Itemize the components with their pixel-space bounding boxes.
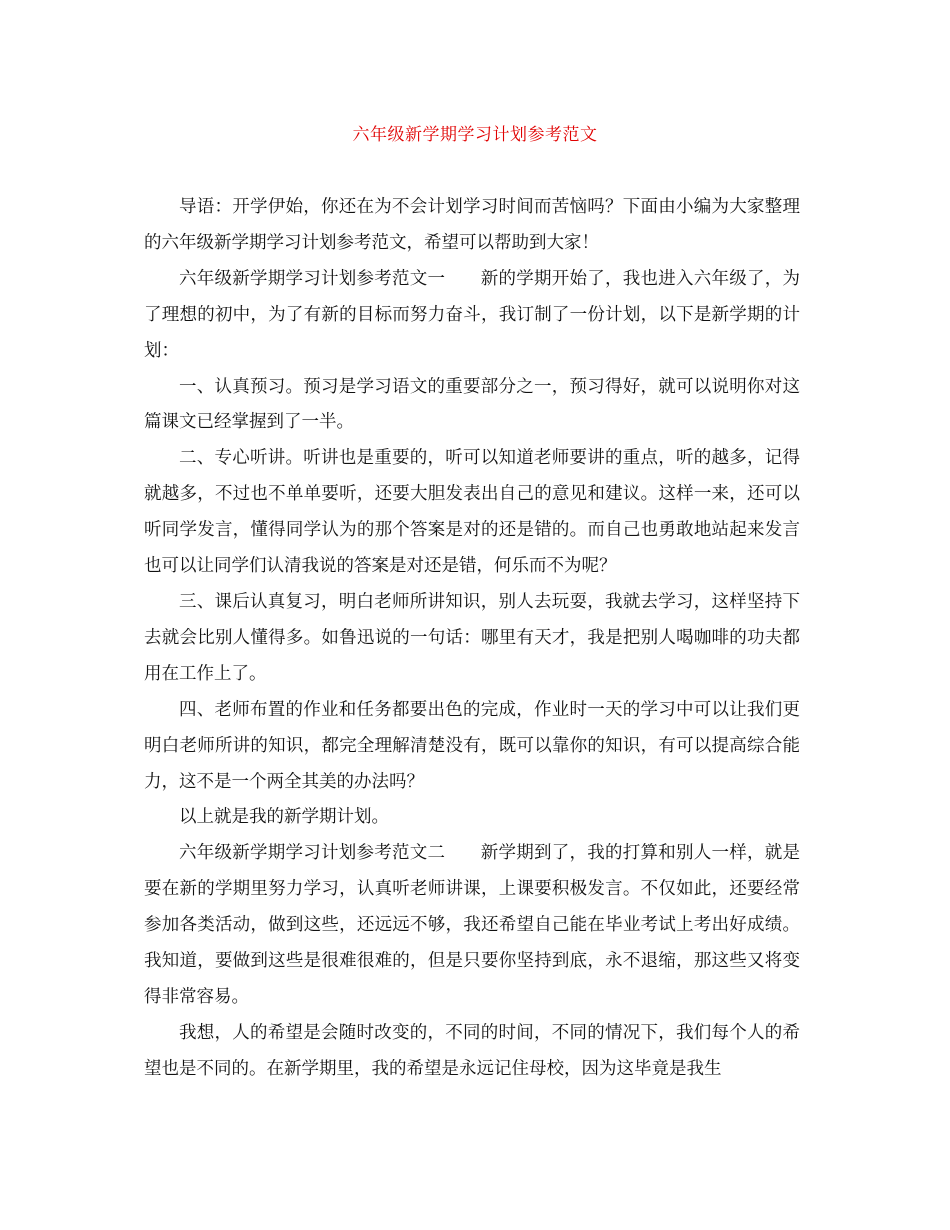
paragraph-point-two: 二、专心听讲。听讲也是重要的，听可以知道老师要讲的重点，听的越多，记得就越多，不过也不单单要听，还要大胆发表出自己的意见和建议。这样一来，还可以听同学发言，懂得同学认为的那个答案是对的还是错的。而自己也勇敢地站起来发言也可以让同学们认清我说的答案是对还是错，何乐而不为呢？ (144, 448, 800, 577)
paragraph-point-one: 一、认真预习。预习是学习语文的重要部分之一，预习得好，就可以说明你对这篇课文已经掌握到了一半。 (144, 376, 800, 433)
document-body (144, 190, 800, 1088)
paragraph-point-three: 三、课后认真复习，明白老师所讲知识，别人去玩耍，我就去学习，这样坚持下去就会比别人懂得多。如鲁迅说的一句话：哪里有天才，我是把别人喝咖啡的功夫都用在工作上了。 (144, 591, 800, 684)
paragraph-point-four: 四、老师布置的作业和任务都要出色的完成，作业时一天的学习中可以让我们更明白老师所讲的知识，都完全理解清楚没有，既可以靠你的知识，有可以提高综合能力，这不是一个两全其美的办法吗？ (144, 699, 800, 792)
document-title: 六年级新学期学习计划参考范文 (352, 125, 598, 145)
paragraph-conclusion: 以上就是我的新学期计划。 (179, 807, 389, 828)
paragraph-intro: 导语：开学伊始，你还在为不会计划学习时间而苦恼吗？下面由小编为大家整理的六年级新学期学习计划参考范文，希望可以帮助到大家！ (144, 197, 800, 253)
paragraph-hope: 我想，人的希望是会随时改变的，不同的时间，不同的情况下，我们每个人的希望也是不同的。在新学期里，我的希望是永远记住母校，因为这毕竟是我生 (144, 1022, 800, 1079)
paragraph-sample-two-opening: 六年级新学期学习计划参考范文二 新学期到了，我的打算和别人一样，就是要在新的学期里努力学习，认真听老师讲课，上课要积极发言。不仅如此，还要经常参加各类活动，做到这些，还远远不够，我还希望自己能在毕业考试上考出好成绩。我知道，要做到这些是很难很难的，但是只要你坚持到底，永不退缩，那这些又将变得非常容易。 (144, 843, 800, 1007)
paragraph-sample-one-opening: 六年级新学期学习计划参考范文一 新的学期开始了，我也进入六年级了，为了理想的初中，为了有新的目标而努力奋斗，我订制了一份计划，以下是新学期的计划： (144, 268, 800, 361)
